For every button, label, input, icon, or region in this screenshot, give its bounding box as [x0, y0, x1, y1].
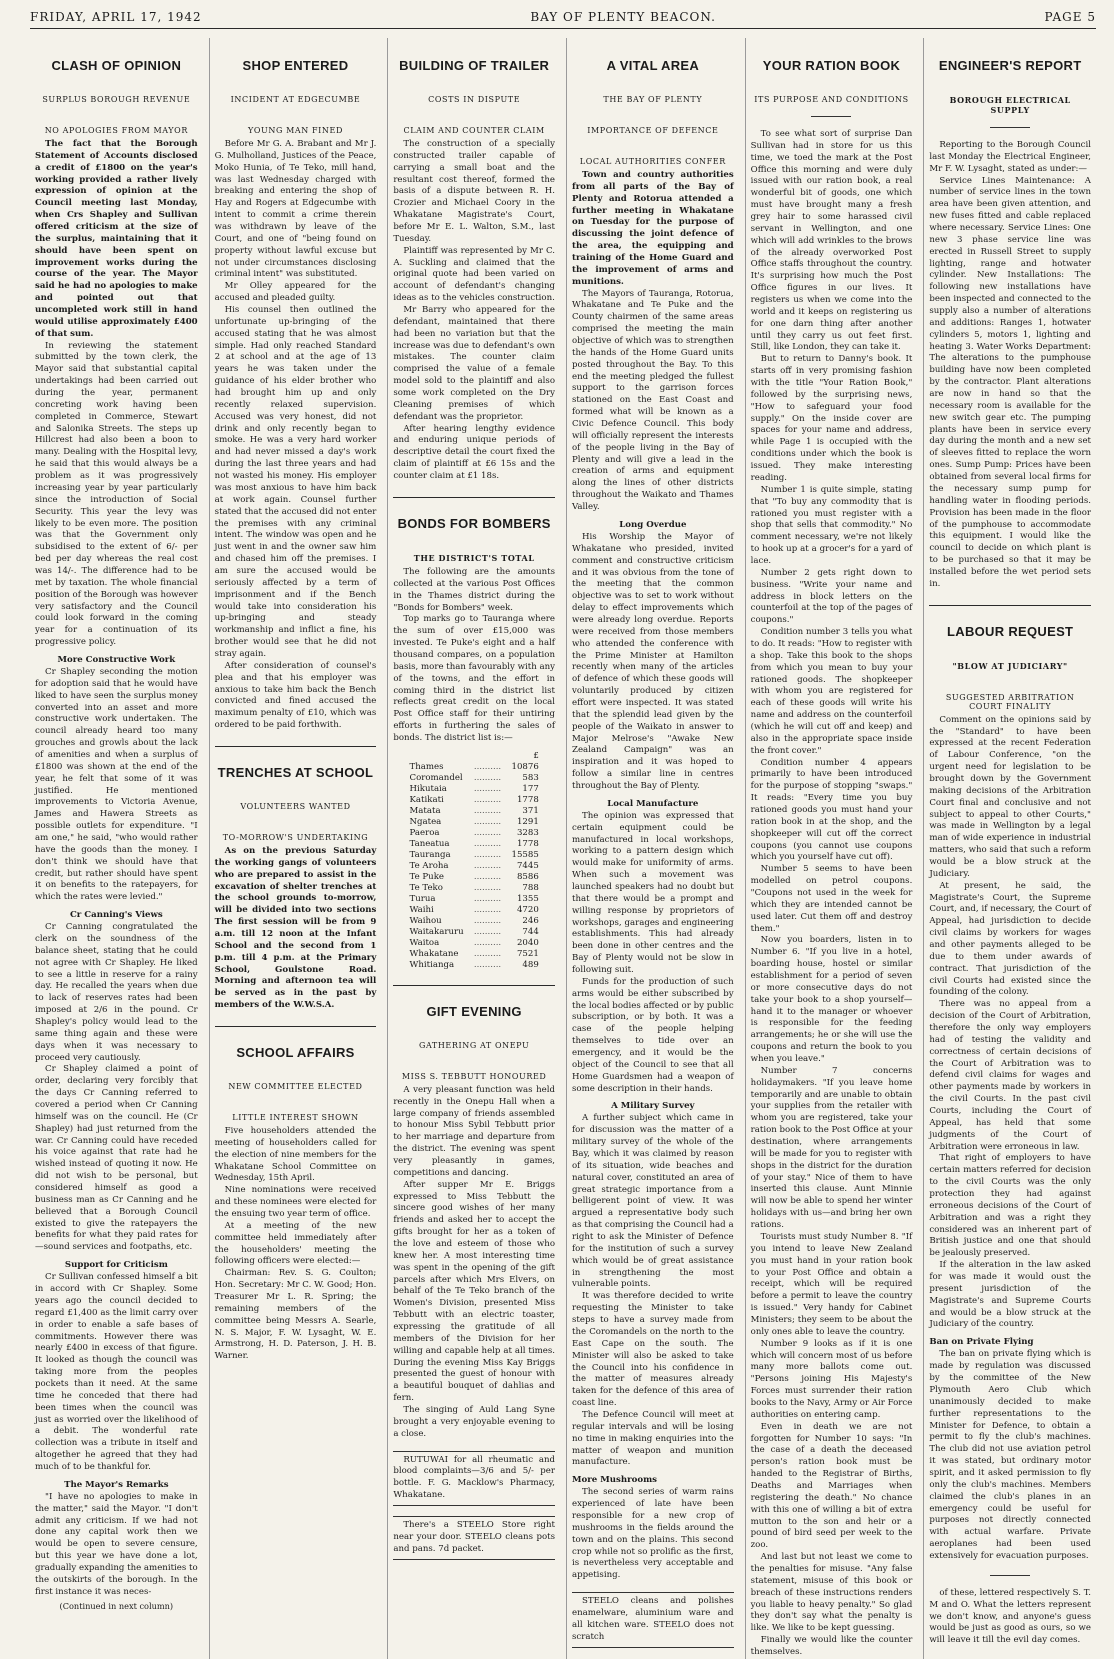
paragraph: A further subject which came in for discussion was the matter of a military survey of the whole of the Bay, which it was claimed by reason of its situation, wide beaches and natural cover, constituted an area of great strategic importance from a belligerent point of view. It was argued a representative body such as that comprising the Council had a right to ask the Minister of Defence for the institution of such a survey which would be of great assistance in strengthening the most vulnerable points.	[572, 1113, 734, 1290]
bond-place: Matata	[409, 806, 441, 817]
leader-dots: ..........	[473, 839, 502, 850]
issue-date: FRIDAY, APRIL 17, 1942	[30, 10, 202, 24]
table-row	[410, 773, 539, 784]
bond-place: Ngatea	[409, 817, 442, 828]
leader-dots: ..........	[473, 894, 502, 905]
leader-dots: ..........	[473, 916, 502, 927]
paragraph: The opinion was expressed that certain equipment could be manufactured in local workshops, working to a pattern design which would make for uniformity of arms. When such a movement was launched speakers had no doubt but that there would be a prompt and willing response by proprietors of workshops, garages and engineering establishments. This had already been done in other centres and the Bay of Plenty would not be slow in following suit.	[572, 810, 734, 975]
bond-amount: 7445	[516, 861, 539, 872]
paragraph: That right of employers to have certain matters referred for decision to the civil Courts was the only protection they had against erroneous decisions of the Court of Arbitration and was a right they considered was an inherent part of British justice and one that should be jealously preserved.	[929, 1153, 1091, 1259]
leader-dots: ..........	[473, 872, 502, 883]
headline-trenches-at-school: TRENCHES AT SCHOOL	[217, 764, 374, 780]
paragraph: Cr Shapley claimed a point of order, declaring very forcibly that the days Cr Canning referred to covered a period when Cr Canning himself was on the council. He (Cr Shapley) had just returned from the war. Cr Canning could have receded his voice against that rate had he wished instead of quoting it now. He did not wish to be personal, but considered himself as good a business man as Cr Canning and he believed that a Borough Council existed to give the ratepayers the benefits for what they paid rates for—sound services and footpaths, etc.	[35, 1064, 198, 1253]
ad-text: RUTUWAI for all rheumatic and blood complaints—3/6 and 5/- per bottle. F. G. Macklow's Pharmacy, Whakatane.	[393, 1454, 555, 1501]
bond-place: Thames	[409, 762, 444, 773]
paragraph: Mr Olley appeared for the accused and pleaded guilty.	[214, 281, 377, 304]
leader-dots: ..........	[473, 850, 502, 861]
paragraph: Five householders attended the meeting of householders called for the election of nine members for the Whakatane School Committee on Wednesday, 15th April.	[214, 1126, 377, 1184]
bond-amount: 1778	[516, 795, 539, 806]
paper-title: BAY OF PLENTY BEACON.	[530, 10, 716, 24]
deck: "BLOW AT JUDICIARY"	[952, 660, 1068, 671]
paragraph: Plaintiff was represented by Mr C. A. Suckling and claimed that the original quote had been varied on account of defendant's changing ideas as to the vehicles construction.	[393, 245, 555, 304]
leader-dots: ..........	[473, 883, 502, 894]
bond-amount: 177	[522, 784, 539, 795]
bond-amount: 1355	[516, 894, 539, 905]
advertisement	[393, 1451, 555, 1506]
headline-clash-of-opinion: CLASH OF OPINION	[51, 58, 182, 73]
paragraph: Top marks go to Tauranga where the sum of over £15,000 was invested. Te Puke's eight and a half thousand compares, on a population basis, more than favourably with any of the towns, and the effort in coming third in the district list reflects great credit on the local Post Office staff for their untiring efforts in furthering the sales of bonds. The district list is:—	[393, 614, 555, 743]
leader-dots: ..........	[473, 927, 502, 938]
table-row	[410, 938, 539, 949]
paragraph: Funds for the production of such arms would be either subscribed by the local bodies affected or by public subscription, or by both. It was a case of the people helping themselves to tide over an emergency, and it would be the object of the Council to see that all Home Guardsmen had a weapon of some description in their hands.	[572, 976, 734, 1094]
leader-dots: ..........	[473, 828, 502, 839]
ad-text: There's a STEELO Store right near your door. STEELO cleans pots and pans. 7d packet.	[393, 1520, 555, 1554]
table-row	[410, 949, 539, 960]
paragraph: Nine nominations were received and these nominees were elected for the ensuing two year term of office.	[214, 1185, 377, 1220]
paragraph: Comment on the opinions said by the "Standard" to have been expressed at the recent Federation of Labour Conference, "on the urgent need for legislation to be brought down by the Government making decisions of the Arbitration Court final and conclusive and not subject to appeal to other Courts," was made in Wellington by a legal man of wide experience in industrial matters, who said that such a reform would be a blow struck at the Judiciary.	[929, 714, 1091, 879]
deck: CLAIM AND COUNTER CLAIM	[403, 126, 545, 135]
deck: COSTS IN DISPUTE	[428, 95, 521, 104]
subheading: Long Overdue	[619, 519, 687, 530]
headline-gift-evening: GIFT EVENING	[426, 1003, 522, 1019]
table-row	[410, 784, 539, 795]
bond-place: Te Teko	[409, 883, 443, 894]
article-lead: As on the previous Saturday the working gangs of volunteers who are prepared to assist in the excavation of shelter trenches at the school grounds to-morrow, will be divided into two sections The first session will be from 9 a.m. till 12 noon at the Infant School and the second from 1 p.m. till 4 p.m. at the Primary School, Goulstone Road. Morning and afternoon tea will be served as in the past by members of the W.W.S.A.	[214, 845, 377, 1011]
column-2	[209, 38, 382, 1659]
bond-place: Te Puke	[409, 872, 444, 883]
paragraph: Finally we would like the counter themselves.	[750, 1635, 913, 1657]
table-row	[410, 762, 539, 773]
paragraph: The second series of warm rains experienced of late have been responsible for a new crop of mushrooms in the fields around the town and on the plains. This second crop while not so prolific as the first, is nevertheless very acceptable and appetising.	[572, 1487, 734, 1581]
currency-header: £	[533, 751, 539, 762]
paragraph: His Worship the Mayor of Whakatane who presided, invited comment and constructive criticism and it was obvious from the tone of the meeting that the common objective was to set to work without delay to effect improvements which were already long overdue. Reports were received from those members who attended the conference with the Prime Minister at Hamilton recently when many of the articles of defence of which these goods will voluntarily produced by citizen effort were inspected. It was stated that the splendid lead given by the people of the Waikato in answer to Major Melrose's "Awake New Zealand Campaign" was an inspiration and it was hoped to follow a similar line in centres throughout the Bay of Plenty.	[572, 531, 734, 791]
subheading: Support for Criticism	[64, 1260, 168, 1271]
paragraph: Tourists must study Number 8. "If you intend to leave New Zealand you must hand in your ration book to your Post Office and obtain a receipt, which will be required before a permit to leave the country is issued." Very handy for Cabinet Ministers; they seem to be about the only ones able to leave the country.	[750, 1231, 913, 1337]
paragraph: Cr Canning congratulated the clerk on the soundness of the balance sheet, stating that he could not agree with Cr Shapley. He liked to see a little in reserve for a rainy day. He recalled the years when due to lack of reserves rates had been imposed at 2/6 in the pound. Cr Shapley's policy would lead to the same thing again and these were days when it was necessary to proceed very cautiously.	[35, 922, 198, 1063]
bond-amount: 2040	[516, 938, 539, 949]
bond-amount: 788	[522, 883, 539, 894]
headline-labour-request: LABOUR REQUEST	[947, 623, 1074, 639]
subheading: The Mayor's Remarks	[64, 1479, 169, 1490]
continued-note: (Continued in next column)	[59, 1600, 174, 1611]
leader-dots: ..........	[473, 773, 502, 784]
bond-place: Waitoa	[409, 938, 440, 949]
paragraph: Number 1 is quite simple, stating that "To buy any commodity that is rationed you must register with a shop that sells that commodity." No comment necessary, we're not likely to hook up at a grocer's for a yard of lace.	[750, 484, 913, 566]
article-divider	[215, 746, 377, 747]
table-row	[410, 872, 539, 883]
paragraph: It was therefore decided to write requesting the Minister to take steps to have a survey made from the Coromandels on the north to the East Cape on the south. The Minister will also be asked to take the Council into his confidence in the matter of measures already taken for the defence of this area of coast line.	[572, 1291, 734, 1409]
table-row	[410, 817, 539, 828]
table-row	[410, 795, 539, 806]
bond-place: Hikutaia	[409, 784, 447, 795]
bond-place: Whitianga	[409, 960, 455, 971]
divider	[990, 127, 1030, 128]
deck: INCIDENT AT EDGECUMBE	[230, 95, 361, 104]
paragraph: His counsel then outlined the unfortunate up-bringing of the accused stating that he was almost simple. Had only reached Standard 2 at school and at the age of 13 years he was taken under the guidance of his elder brother who had brought him up and only recently relaxed supervision. Accused was very honest, did not drink and only recently began to smoke. He was a very hard worker and had never missed a day's work during the last three years and had not wasted his money. His employer was most anxious to have him back at work again. Counsel further stated that the accused did not enter the premises with any criminal intent. The window was open and he just went in and the owner saw him and chased him off the premises. I am sure the accused would be seriously affected by a term of imprisonment and if the Bench would take into consideration his up-bringing and steady workmanship and inflict a fine, his brother would see that he did not stray again.	[214, 305, 377, 659]
paragraph: Before Mr G. A. Brabant and Mr J. G. Mulholland, Justices of the Peace, Moko Hunia, of Te Teko, mill hand, was last Wednesday charged with breaking and entering the shop of Hay and Rogers at Edgecumbe with intent to commit a crime therein was withdrawn by leave of the Court, and one of "being found on property without lawful excuse but not under circumstances disclosing criminal intent" was substituted.	[214, 139, 377, 280]
paragraph: At present, he said, the Magistrate's Court, the Supreme Court, and, if necessary, the Court of Appeal, had jurisdiction to decide civil claims by workers for wages and other payments alleged to be due to them under awards of contract. That jurisdiction of the civil Courts had existed since the founding of the colony.	[929, 880, 1091, 998]
deck-no-apologies: NO APOLOGIES FROM MAYOR	[44, 126, 188, 135]
column-4	[566, 38, 739, 1659]
headline-school-affairs: SCHOOL AFFAIRS	[236, 1045, 355, 1060]
bond-amount: 1291	[516, 817, 539, 828]
subheading: Local Manufacture	[607, 798, 699, 809]
bond-amount: 10876	[511, 762, 539, 773]
paragraph: Now you boarders, listen in to Number 6. "If you live in a hotel, boarding house, hostel or similar establishment for a period of seven or more consecutive days do not take your book to a shop yourself—hand it to the manager or whoever is responsible for the feeding arrangements; he or she will use the coupons and return the book to you when you leave."	[750, 935, 913, 1065]
deck: BOROUGH ELECTRICAL SUPPLY	[949, 95, 1071, 115]
paragraph: Mr Barry who appeared for the defendant, maintained that there had been no variation but that the increase was due to defendant's own mistakes. The counter claim comprised the value of a female model sold to the plaintiff and also some work completed on the Dry Cleaning premises of which defendant was the proprietor.	[393, 305, 555, 422]
leader-dots: ..........	[473, 938, 502, 949]
column-1	[30, 38, 203, 1659]
paragraph: After hearing lengthy evidence and enduring unique periods of descriptive detail the court fixed the claim of plaintiff at £6 15s and the counter claim at £1 18s.	[393, 423, 555, 482]
paragraph: of these, lettered respectively S. T. M and O. What the letters represent we don't know, and anyone's guess would be just as good as ours, so we will leave it till the evil day comes.	[929, 1587, 1091, 1646]
article-divider	[215, 1026, 377, 1027]
paragraph: Condition number 4 appears primarily to have been introduced for the purpose of stopping "swaps." It reads: "Every time you buy rationed goods you must hand your ration book in at the shop, and the shopkeeper will cut off the correct coupons (you cannot use coupons which you yourself have cut off).	[750, 757, 913, 863]
masthead	[30, 6, 1096, 29]
paragraph: Number 5 seems to have been modelled on petrol coupons. "Coupons not used in the week for which they are intended cannot be used later. Cut them off and destroy them."	[750, 864, 913, 934]
table-row	[410, 828, 539, 839]
deck: GATHERING AT ONEPU	[418, 1040, 530, 1050]
page-number: PAGE 5	[1044, 10, 1096, 24]
deck: NEW COMMITTEE ELECTED	[228, 1082, 363, 1091]
leader-dots: ..........	[473, 905, 502, 916]
paragraph: The following are the amounts collected at the various Post Offices in the Thames district during the "Bonds for Bombers" week.	[393, 566, 555, 613]
bond-place: Katikati	[409, 795, 444, 806]
table-row	[410, 850, 539, 861]
divider	[811, 116, 851, 117]
table-row	[410, 960, 539, 971]
paragraph: After supper Mr E. Briggs expressed to Miss Tebbutt the sincere good wishes of her many friends and asked her to accept the gifts brought for her as a token of the love and esteem of those who knew her. A most interesting time was spent in the opening of the gift parcels after which Mrs Elvers, on behalf of the Te Teko branch of the Women's Division, presented Miss Tebbutt with an electric toaster, expressing the gratitude of all members of the Division for her willing and capable help at all times. During the evening Miss Kay Briggs presented the guest of honour with a beautiful bouquet of dahlias and fern.	[393, 1179, 555, 1404]
deck: THE BAY OF PLENTY	[603, 95, 703, 104]
paragraph: A very pleasant function was held recently in the Onepu Hall when a large company of friends assembled to honour Miss Sybil Tebbutt prior to her marriage and departure from the district. The evening was spent very pleasantly in games, competitions and dancing.	[393, 1084, 555, 1178]
paragraph: Number 9 looks as if it is one which will concern most of us before many more ballots come out. "Persons joining His Majesty's Forces must surrender their ration books to the Navy, Army or Air Force authorities on entering camp.	[750, 1338, 913, 1420]
bond-amount: 744	[522, 927, 539, 938]
deck: LITTLE INTEREST SHOWN	[232, 1113, 359, 1122]
advertisement	[572, 1592, 734, 1647]
leader-dots: ..........	[473, 795, 502, 806]
column-6	[923, 38, 1096, 1659]
article-divider	[393, 985, 555, 986]
divider	[990, 1575, 1030, 1576]
bond-place: Te Aroha	[409, 861, 449, 872]
leader-dots: ..........	[473, 806, 502, 817]
deck-surplus-revenue: SURPLUS BOROUGH REVENUE	[42, 95, 191, 104]
paragraph: The Defence Council will meet at regular intervals and will be losing no time in making enquiries into the matter of weapon and munition manufacture.	[572, 1409, 734, 1468]
headline-building-of-trailer: BUILDING OF TRAILER	[399, 58, 550, 73]
bond-amount: 7521	[516, 949, 539, 960]
bond-place: Whakatane	[409, 949, 459, 960]
leader-dots: ..........	[473, 817, 502, 828]
bond-place: Coromandel	[409, 773, 463, 784]
article-lead: Town and country authorities from all parts of the Bay of Plenty and Rotorua attended a further meeting in Whakatane on Tuesday for the purpose of discussing the joint defence of the area, the equipping and training of the Home Guard and the improvement of arms and munitions.	[572, 170, 734, 287]
table-row	[410, 894, 539, 905]
deck: IMPORTANCE OF DEFENCE	[587, 126, 719, 135]
bond-place: Paeroa	[409, 828, 440, 839]
deck: SUGGESTED ARBITRATION COURT FINALITY	[945, 692, 1075, 711]
headline-a-vital-area: A VITAL AREA	[606, 58, 700, 73]
leader-dots: ..........	[473, 949, 502, 960]
deck: LOCAL AUTHORITIES CONFER	[579, 157, 726, 166]
headline-engineers-report: ENGINEER'S REPORT	[938, 58, 1082, 73]
paragraph: But to return to Danny's book. It starts off in very promising fashion with the title "Your Ration Book," followed by the surprising news, "How to safeguard your food supply." On the inside cover are spaces for your name and address, while Page 1 is occupied with the conditions under which the book is issued. They make interesting reading.	[750, 354, 913, 483]
deck: TO-MORROW'S UNDERTAKING	[222, 832, 369, 842]
article-divider	[393, 497, 555, 498]
article-divider	[929, 605, 1091, 606]
paragraph: The construction of a specially constructed trailer capable of carrying a small boat and the resultant cost thereof, formed the basis of a dispute between R. H. Crozier and Michael Coory in the Whakatane Magistrate's Court, before Mr E. L. Walton, S.M., last Tuesday.	[393, 139, 555, 244]
leader-dots: ..........	[473, 861, 502, 872]
deck: VOLUNTEERS WANTED	[240, 801, 351, 811]
table-row	[410, 839, 539, 850]
bonds-table	[410, 751, 539, 971]
paragraph: If the alteration in the law asked for was made it would oust the present jurisdiction of the Magistrate's and Supreme Courts and would be a blow struck at the Judiciary of the country.	[929, 1260, 1091, 1330]
headline-shop-entered: SHOP ENTERED	[242, 58, 349, 73]
table-row	[410, 861, 539, 872]
table-row	[410, 916, 539, 927]
paragraph: After consideration of counsel's plea and that his employer was anxious to take him back the Bench convicted and fined accused the maximum penalty of £10, which was ordered to be paid forthwith.	[214, 660, 377, 731]
bond-amount: 15585	[511, 850, 539, 861]
paragraph: To see what sort of surprise Dan Sullivan had in store for us this time, we toed the mark at the Post Office this morning and were duly issued with our ration book, a real wonderful bit of goods, one which must have brought many a fresh grey hair to some harassed civil servant in Wellington, and one which will add wrinkles to the brows of the already overworked Post Office staffs throughout the country. It's surprising how much the Post Office figures in our lives. It registers us when we come into the world and it keeps on registering us for one darn thing after another until they carry us out feet first. Still, like London, they can take it.	[750, 129, 913, 353]
paragraph: "I have no apologies to make in the matter," said the Mayor. "I don't admit any criticism. If we had not done any capital work then we would be open to severe censure, but this year we have done a lot, gradually expanding the amenities to the outskirts of the borough. In the first instance it was neces-	[35, 1491, 198, 1597]
column-3	[387, 38, 560, 1659]
subheading: Cr Canning's Views	[69, 910, 163, 921]
bond-amount: 8586	[516, 872, 539, 883]
paragraph: At a meeting of the new committee held immediately after the householders' meeting the following officers were elected:—	[214, 1220, 377, 1267]
paragraph: Cr Shapley seconding the motion for adoption said that he would have liked to have seen the surplus money converted into an asset and more constructive work undertaken. The council already heard too many grouches and growls about the lack of amenities and when a surplus of £1800 was shown at the end of the year, he felt that some of it was justified. He mentioned improvements to Victoria Avenue, James and Hawera Streets as possible outlets for expenditure. "I am one," he said, "who would rather have the goods than the money. I don't think we should have that credit, but rather should have spent it on benefits to the ratepayers, for which the rates were levied."	[35, 666, 198, 903]
deck: MISS S. TEBBUTT HONOURED	[401, 1071, 547, 1081]
paragraph: Reporting to the Borough Council last Monday the Electrical Engineer, Mr F. W. Lysaght, stated as under:—	[929, 140, 1091, 174]
bond-place: Taneatua	[409, 839, 450, 850]
paragraph: Number 2 gets right down to business. "Write your name and address in block letters on the counterfoil at the top of the pages of coupons."	[750, 567, 913, 626]
table-header-row	[410, 751, 539, 762]
paragraph: In reviewing the statement submitted by the town clerk, the Mayor said that substantial capital undertakings had been carried out during the year, permanent concreting work having been completed in Commerce, Stewart and Salonika Streets. The steps up Hillcrest had also been a boon to many. Dealing with the Hospital levy, he said that this would always be a problem as it was progressively increasing year by year particularly since the introduction of Social Security. This year the levy was likely to be even more. The position was that the Government only subsidised to the extent of 6/- per bed per day whereas the real cost was 14/-. The difference had to be met by taxation. The whole financial position of the Borough was however very satisfactory and the Council could look forward in the coming year for a continuation of its progressive policy.	[35, 340, 198, 648]
bond-place: Turua	[409, 894, 436, 905]
deck: YOUNG MAN FINED	[247, 126, 343, 135]
bond-place: Waihou	[409, 916, 442, 927]
article-columns	[30, 38, 1096, 1657]
bond-amount: 489	[522, 960, 539, 971]
bond-place: Waihi	[409, 905, 434, 916]
bond-amount: 4720	[516, 905, 539, 916]
subheading: More Constructive Work	[57, 654, 176, 665]
paragraph: And last but not least we come to the penalties for misuse. "Any false statement, misuse of this book or breach of these instructions renders you liable to heavy penalty." So glad they don't say what the penalty is like. We like to be kept guessing.	[750, 1552, 913, 1634]
headline-your-ration-book: YOUR RATION BOOK	[762, 58, 901, 73]
subheading: More Mushrooms	[572, 1475, 658, 1486]
leader-dots: ..........	[473, 762, 502, 773]
subheading: A Military Survey	[611, 1101, 695, 1112]
paragraph: Even in death we are not forgotten for Number 10 says: "In the case of a death the deceased person's ration book must be handed to the Registrar of Births, Deaths and Marriages when registering the death." No chance with this one of willing a bit of extra mutton to the son and heir or a pound of bird seed per week to the zoo.	[750, 1421, 913, 1551]
deck: THE DISTRICT'S TOTAL	[413, 552, 535, 563]
paragraph: Condition number 3 tells you what to do. It reads: "How to register with a shop. Take this book to the shops from which you mean to buy your rationed goods. The shopkeeper with whom you are registered for each of these goods will write his name and address on the counterfoil (which he will cut off and keep) and also in the appropriate space inside the front cover."	[750, 627, 913, 756]
bond-amount: 1778	[516, 839, 539, 850]
article-lead: The fact that the Borough Statement of Accounts disclosed a credit of £1800 on the year's working provided a rather lively expression of opinion at the Council meeting last Monday, when Crs Shapley and Sullivan offered criticism at the size of the surplus, maintaining that it should have been spent on improvement works during the course of the year. The Mayor said he had no apologies to make and pointed out that uncompleted work still in hand would utilise approximately £400 of that sum.	[35, 139, 198, 339]
paragraph: Number 7 concerns holidaymakers. "If you leave home temporarily and are unable to obtain your supplies from the retailer with whom you are registered, take your ration book to the Post Office at your destination, where arrangements will be made for you to register with shops in the district for the duration of your stay." Nice of them to have inserted this clause. Aunt Minnie will now be able to spend her winter holidays with us—and bring her own rations.	[750, 1065, 913, 1231]
paragraph: There was no appeal from a decision of the Court of Arbitration, therefore the only way employers had of testing the validity and correctness of certain decisions of the Court of Arbitration was to defend civil claims for wages and other payments made by workers in the civil Courts. In the past civil Courts, including the Court of Appeal, has held that some judgments of the Court of Arbitration were erroneous in law.	[929, 999, 1091, 1152]
deck: ITS PURPOSE AND CONDITIONS	[754, 95, 909, 104]
leader-dots: ..........	[473, 960, 502, 971]
bond-amount: 583	[522, 773, 539, 784]
subheading: Ban on Private Flying	[929, 1337, 1034, 1348]
table-row	[410, 905, 539, 916]
paragraph: Service Lines Maintenance: A number of service lines in the town area have been given attention, and new fuses fitted and cable replaced where necessary. Service Lines: One new 3 phase service line was erected in Russell Street to supply lighting, range and hotwater cylinder. New Installations: The following new installations have been inspected and connected to the supply also a number of alterations and additions: Ranges 1, hotwater cylinders 5, motors 1, lighting and heating 3. Water Works Department: The alterations to the pumphouse building have now been completed by the contractor. Plant alterations are now in hand so that the necessary room is available for the new switch gear etc. The pumping plants have been in service every day during the month and a new set of sleeves fitted to replace the worn ones. Sump Pump: Prices have been obtained from several local firms for the necessary sump pump for handling water in flooding periods. Provision has been made in the floor of the pumphouse to accommodate this equipment. I would like the council to decide on which plant is to be purchased so that it may be installed before the wet period sets in.	[929, 175, 1091, 589]
column-5	[745, 38, 918, 1659]
bond-place: Waitakaruru	[409, 927, 464, 938]
headline-bonds-for-bombers: BONDS FOR BOMBERS	[397, 515, 551, 531]
leader-dots: ..........	[473, 784, 502, 795]
advertisement	[393, 1516, 555, 1560]
table-row	[410, 806, 539, 817]
paragraph: Cr Sullivan confessed himself a bit in accord with Cr Shapley. Some years ago the council decided to regard £1,400 as the limit carry over in order to enable a safe bases of commitments. However there was nearly £400 in excess of that figure. It looked as though the council was taking more from the peoples pockets than it need. At the same time he conceded that there had been times when the council was just as worried over the likelihood of a debit. The wonderful rate collection was a tribute in itself and altogether he agreed that they had much of to be thankful for.	[35, 1272, 198, 1472]
paragraph: The ban on private flying which is made by regulation was discussed by the committee of the New Plymouth Aero Club which unanimously decided to make further representations to the Minister for Defence, to obtain a permit to fly the club's machines. The club did not use aviation petrol it was stated, but ordinary motor spirit, and it asked permission to fly only the club's machines. Members claimed the club's planes in an emergency could be useful for purposes not directly connected with actual warfare. Private aeroplanes had been used extensively for evacuation purposes.	[929, 1349, 1091, 1561]
bond-amount: 371	[522, 806, 539, 817]
bond-amount: 246	[522, 916, 539, 927]
paragraph: The singing of Auld Lang Syne brought a very enjoyable evening to a close.	[393, 1405, 555, 1439]
ad-text: STEELO cleans and polishes enamelware, aluminium ware and all kitchen ware. STEELO does not scratch	[572, 1596, 734, 1642]
paragraph: Chairman: Rev. S. G. Coulton; Hon. Secretary: Mr C. W. Good; Hon. Treasurer Mr L. R. Spring; the remaining members of the committee being Messrs A. Searle, N. S. Major, F. W. Lysaght, W. E. Armstrong, H. D. Paterson, J. H. B. Warner.	[214, 1268, 377, 1362]
bond-amount: 3283	[516, 828, 539, 839]
bond-place: Tauranga	[409, 850, 451, 861]
paragraph: The Mayors of Tauranga, Rotorua, Whakatane and Te Puke and the County chairmen of the same areas comprised the meeting the main objective of which was to strengthen the hands of the Home Guard units posted throughout the Bay. To this end the meeting pledged the fullest support to the garrison forces stationed on the East Coast and formed what will be known as a Civic Defence Council. This body will officially represent the interests of the people living in the Bay of Plenty and will give a lead in the creation of arms and equipment along the lines of other districts throughout the Waikato and Thames Valley.	[572, 288, 734, 513]
table-row	[410, 927, 539, 938]
table-row	[410, 883, 539, 894]
